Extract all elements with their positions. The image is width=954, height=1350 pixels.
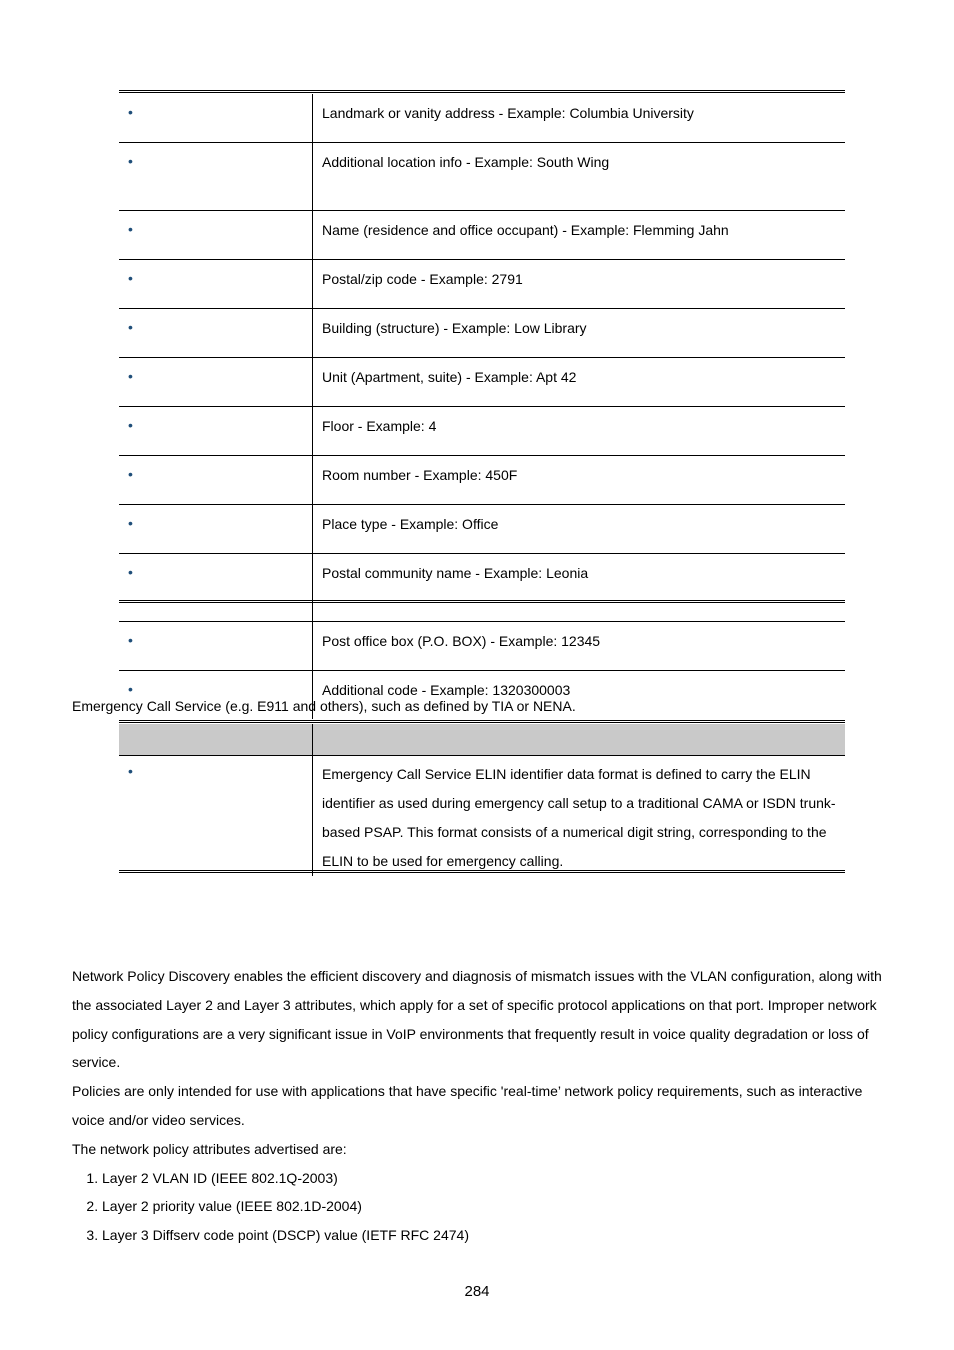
table-row	[119, 407, 845, 456]
bullet-icon: •	[128, 466, 133, 482]
table-cell-bullet	[119, 94, 313, 143]
table-cell-description	[313, 143, 846, 211]
bullet-icon: •	[128, 221, 133, 237]
table-row	[119, 505, 845, 554]
table-row	[119, 554, 845, 622]
table-cell-bullet	[119, 143, 313, 211]
civic-field-description: Name (residence and office occupant) - Example: Flemming Jahn	[322, 222, 729, 238]
table-cell-description	[313, 94, 846, 143]
table-row	[119, 260, 845, 309]
network-policy-para2: Policies are only intended for use with applications that have specific 'real-time’ network policy requirements, such as interactive voice and/or video services.	[72, 1083, 863, 1128]
civic-table-top-rule	[119, 90, 845, 93]
civic-table-bottom-rule	[119, 600, 845, 603]
bullet-icon: •	[128, 270, 133, 286]
table-cell-description	[313, 309, 846, 358]
table-cell-description	[313, 456, 846, 505]
civic-field-description: Postal/zip code - Example: 2791	[322, 271, 523, 287]
table-row	[119, 211, 845, 260]
table-cell-bullet	[119, 211, 313, 260]
ecs-elin-description: Emergency Call Service ELIN identifier data format is defined to carry the ELIN identifier as used during emergency call setup to a traditional CAMA or ISDN trunk-based PSAP. This format consists of a numerical digit string, corresponding to the ELIN to be used for emergency calling.	[322, 766, 836, 869]
table-cell-bullet	[119, 260, 313, 309]
ecs-intro: Emergency Call Service (e.g. E911 and others), such as defined by TIA or NENA.	[72, 698, 576, 714]
civic-field-description: Postal community name - Example: Leonia	[322, 565, 589, 581]
bullet-icon: •	[128, 368, 133, 384]
table-cell-description	[313, 358, 846, 407]
ecs-table-header	[119, 724, 845, 756]
bullet-icon: •	[128, 153, 133, 169]
civic-field-description: Additional location info - Example: South Wing	[322, 154, 610, 170]
table-row	[119, 143, 845, 211]
network-policy-section	[72, 962, 884, 1250]
list-item: 2. Layer 2 priority value (IEEE 802.1D-2004)	[102, 1192, 884, 1221]
ecs-elin-row	[119, 756, 845, 877]
network-policy-para3: The network policy attributes advertised are:	[72, 1140, 347, 1157]
table-cell-description	[313, 407, 846, 456]
civic-field-description: Additional code - Example: 1320300003	[322, 682, 571, 698]
table-cell-description	[313, 211, 846, 260]
ecs-table-top-rule	[119, 720, 845, 723]
ecs-header-col2	[313, 724, 846, 756]
bullet-icon: •	[128, 681, 133, 697]
bullet-icon: •	[128, 632, 133, 648]
bullet-icon: •	[128, 515, 133, 531]
table-cell-bullet	[119, 622, 313, 671]
page-number: 284	[464, 1283, 490, 1300]
network-policy-attribute-list	[72, 1164, 884, 1250]
table-row	[119, 94, 845, 143]
table-cell-bullet	[119, 554, 313, 622]
ecs-header-col1	[119, 724, 313, 756]
civic-field-description: Unit (Apartment, suite) - Example: Apt 42	[322, 369, 577, 385]
table-cell-description	[313, 554, 846, 622]
ecs-table	[119, 724, 845, 876]
ecs-table-bottom-rule	[119, 870, 845, 873]
civic-field-description: Floor - Example: 4	[322, 418, 437, 434]
table-cell-bullet	[119, 407, 313, 456]
table-cell-description	[313, 260, 846, 309]
table-cell-description	[313, 622, 846, 671]
civic-field-description: Place type - Example: Office	[322, 516, 499, 532]
civic-field-description: Room number - Example: 450F	[322, 467, 518, 483]
civic-field-description: Landmark or vanity address - Example: Columbia University	[322, 105, 694, 121]
table-cell-bullet	[119, 309, 313, 358]
bullet-icon: •	[128, 763, 133, 779]
table-cell-bullet	[119, 358, 313, 407]
table-cell-bullet	[119, 456, 313, 505]
table-row	[119, 456, 845, 505]
bullet-icon: •	[128, 564, 133, 580]
table-cell-bullet	[119, 505, 313, 554]
list-item: 3. Layer 3 Diffserv code point (DSCP) value (IETF RFC 2474)	[102, 1221, 884, 1250]
table-cell-description	[313, 505, 846, 554]
network-policy-para1: Network Policy Discovery enables the efficient discovery and diagnosis of mismatch issues with the VLAN configuration, along with the associated Layer 2 and Layer 3 attributes, which apply for a set of specific protocol applications on that port. Improper network policy configurations are a very significant issue in VoIP environments that frequently result in voice quality degradation or loss of service.	[72, 968, 882, 1071]
bullet-icon: •	[128, 319, 133, 335]
civic-address-table	[119, 94, 845, 719]
table-row	[119, 622, 845, 671]
bullet-icon: •	[128, 104, 133, 120]
ecs-intro-text	[72, 692, 884, 721]
bullet-icon: •	[128, 417, 133, 433]
civic-field-description: Post office box (P.O. BOX) - Example: 12345	[322, 633, 601, 649]
table-row	[119, 358, 845, 407]
civic-field-description: Building (structure) - Example: Low Library	[322, 320, 587, 336]
list-item: 1. Layer 2 VLAN ID (IEEE 802.1Q-2003)	[102, 1164, 884, 1193]
table-row	[119, 309, 845, 358]
